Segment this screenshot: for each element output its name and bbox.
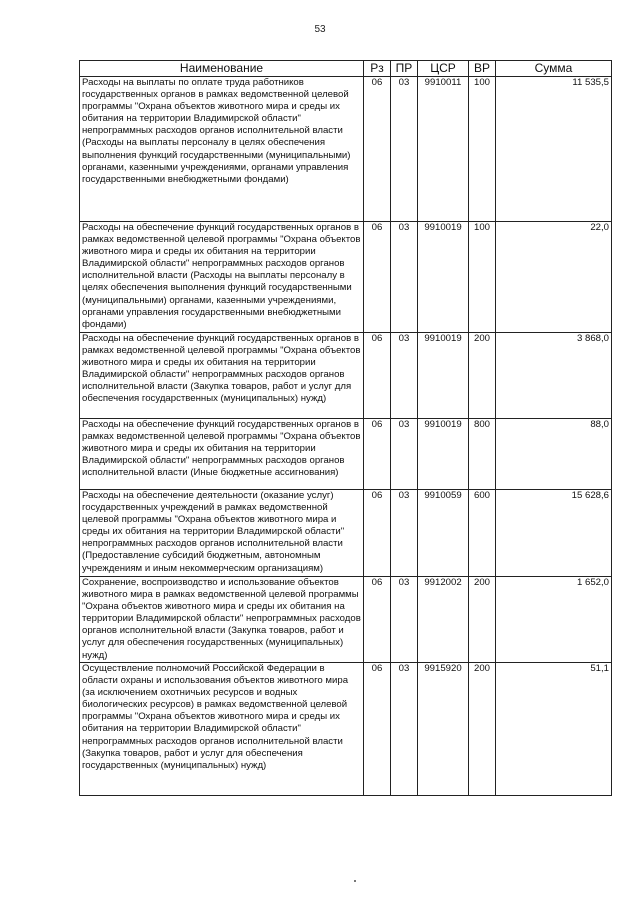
table-row: [80, 77, 612, 222]
cell-vr: 100: [469, 222, 496, 333]
budget-table: [79, 60, 612, 796]
cell-name: Сохранение, воспроизводство и использование объектов животного мира в рамках ведомственной целевой программы "Охрана объектов животного мира и среды их обитания на территории Владимирской области" непрограммных расходов органов исполнительной власти (Закупка товаров, работ и услуг для обеспечения государственных (муниципальных) нужд): [80, 577, 364, 663]
cell-vr: 200: [469, 333, 496, 419]
cell-vr: 100: [469, 77, 496, 222]
cell-rz: 06: [364, 577, 391, 663]
cell-name: Расходы на обеспечение функций государственных органов в рамках ведомственной целевой программы "Охрана объектов животного мира и среды их обитания на территории Владимирской области" непрограммных расходов органов исполнительной власти (Расходы на выплаты персоналу в целях обеспечения выполнения функций государственными (муниципальными) органами, казенными учреждениями, органами управления государственными внебюджетными фондами): [80, 222, 364, 333]
cell-pr: 03: [391, 577, 418, 663]
table-row: [80, 490, 612, 577]
cell-pr: 03: [391, 663, 418, 796]
cell-csr: 9912002: [418, 577, 469, 663]
cell-sum: 15 628,6: [496, 490, 612, 577]
cell-sum: 3 868,0: [496, 333, 612, 419]
cell-name: Осуществление полномочий Российской Федерации в области охраны и использования объектов животного мира (за исключением охотничьих ресурсов и водных биологических ресурсов) в рамках ведомственной целевой программы "Охрана объектов животного мира и среды их обитания на территории Владимирской области" непрограммных расходов органов исполнительной власти (Закупка товаров, работ и услуг для обеспечения государственных (муниципальных) нужд): [80, 663, 364, 796]
cell-vr: 200: [469, 663, 496, 796]
cell-sum: 88,0: [496, 419, 612, 490]
cell-csr: 9910059: [418, 490, 469, 577]
cell-pr: 03: [391, 222, 418, 333]
cell-rz: 06: [364, 222, 391, 333]
table-header-row: [80, 61, 612, 77]
cell-csr: 9910019: [418, 333, 469, 419]
cell-pr: 03: [391, 333, 418, 419]
header-vr: ВР: [469, 61, 496, 77]
header-sum: Сумма: [496, 61, 612, 77]
header-rz: Рз: [364, 61, 391, 77]
cell-vr: 800: [469, 419, 496, 490]
cell-vr: 200: [469, 577, 496, 663]
table-row: [80, 222, 612, 333]
cell-name: Расходы на выплаты по оплате труда работников государственных органов в рамках ведомственной целевой программы "Охрана объектов животного мира и среды их обитания на территории Владимирской области" непрограммных расходов органов исполнительной власти (Расходы на выплаты персоналу в целях обеспечения выполнения функций государственными (муниципальными) органами, казенными учреждениями, органами управления государственными внебюджетными фондами): [80, 77, 364, 222]
cell-name: Расходы на обеспечение деятельности (оказание услуг) государственных учреждений в рамках ведомственной целевой программы "Охрана объектов животного мира и среды их обитания на территории Владимирской области" непрограммных расходов органов исполнительной власти (Предоставление субсидий бюджетным, автономным учреждениям и иным некоммерческим организациям): [80, 490, 364, 577]
cell-sum: 1 652,0: [496, 577, 612, 663]
table-row: [80, 663, 612, 796]
cell-pr: 03: [391, 77, 418, 222]
cell-sum: 11 535,5: [496, 77, 612, 222]
cell-sum: 22,0: [496, 222, 612, 333]
header-pr: ПР: [391, 61, 418, 77]
page-number: 53: [314, 24, 326, 35]
cell-csr: 9910019: [418, 419, 469, 490]
cell-rz: 06: [364, 490, 391, 577]
cell-pr: 03: [391, 490, 418, 577]
table-row: [80, 333, 612, 419]
cell-csr: 9915920: [418, 663, 469, 796]
scan-speck: [354, 880, 356, 882]
header-name: Наименование: [80, 61, 364, 77]
header-csr: ЦСР: [418, 61, 469, 77]
table-row: [80, 419, 612, 490]
cell-rz: 06: [364, 77, 391, 222]
cell-name: Расходы на обеспечение функций государственных органов в рамках ведомственной целевой программы "Охрана объектов животного мира и среды их обитания на территории Владимирской области" непрограммных расходов органов исполнительной власти (Иные бюджетные ассигнования): [80, 419, 364, 490]
cell-sum: 51,1: [496, 663, 612, 796]
cell-name: Расходы на обеспечение функций государственных органов в рамках ведомственной целевой программы "Охрана объектов животного мира и среды их обитания на территории Владимирской области" непрограммных расходов органов исполнительной власти (Закупка товаров, работ и услуг для обеспечения государственных (муниципальных) нужд): [80, 333, 364, 419]
cell-csr: 9910011: [418, 77, 469, 222]
table-row: [80, 577, 612, 663]
cell-pr: 03: [391, 419, 418, 490]
cell-vr: 600: [469, 490, 496, 577]
cell-csr: 9910019: [418, 222, 469, 333]
cell-rz: 06: [364, 663, 391, 796]
cell-rz: 06: [364, 419, 391, 490]
cell-rz: 06: [364, 333, 391, 419]
